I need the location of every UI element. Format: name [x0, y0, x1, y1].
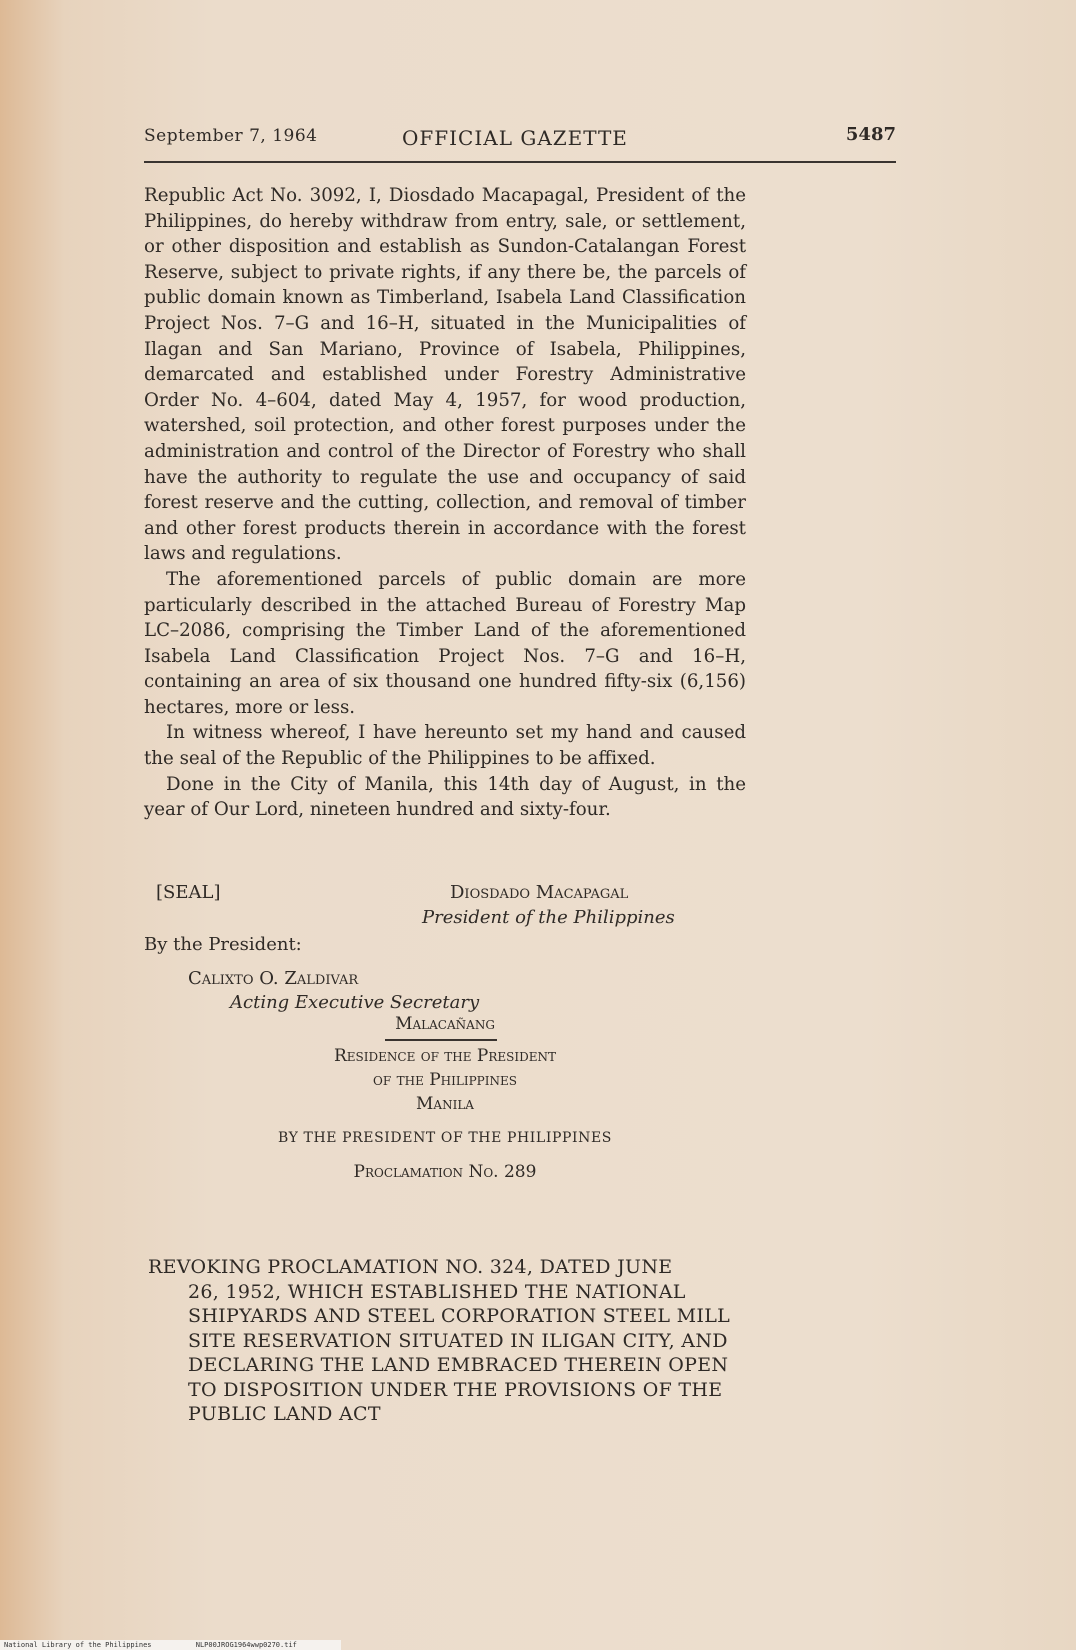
- page-header: [144, 126, 896, 160]
- president-title: President of the Philippines: [422, 907, 675, 928]
- secretary-title: Acting Executive Secretary: [230, 992, 480, 1013]
- header-title: OFFICIAL GAZETTE: [402, 126, 628, 150]
- header-rule: [144, 161, 896, 163]
- signature-block: [144, 882, 744, 932]
- header-page-number: 5487: [845, 124, 896, 145]
- scan-footer: [0, 1640, 341, 1650]
- body-text: [144, 183, 746, 823]
- footer-library: National Library of the Philippines: [4, 1641, 152, 1649]
- footer-file: NLP00JROG1964wwp0270.tif: [195, 1641, 297, 1649]
- paragraph: Done in the City of Manila, this 14th day of August, in the year of Our Lord, nineteen hundred and sixty-four.: [144, 773, 746, 821]
- proclamation-number: Proclamation No. 289: [353, 1162, 537, 1182]
- proclamation-title-rest: 26, 1952, WHICH ESTABLISHED THE NATIONAL SHIPYARDS AND STEEL CORPORATION STEEL MILL SITE RESERVATION SITUATED IN ILIGAN CITY, AND DECLARING THE LAND EMBRACED THEREIN OPEN TO DISPOSITION UNDER THE PROVISIONS OF THE PUBLIC LAND ACT: [188, 1280, 731, 1425]
- paragraph: The aforementioned parcels of public domain are more particularly described in the attached Bureau of Forestry Map LC–2086, comprising the Timber Land of the aforementioned Isabela Land Classification Project Nos. 7–G and 16–H, containing an area of six thousand one hundred fifty-six (6,156) hectares, more or less.: [144, 568, 746, 718]
- seal-label: [SEAL]: [156, 882, 221, 903]
- paragraph: In witness whereof, I have hereunto set my hand and caused the seal of the Republic of the Philippines to be affixed.: [144, 722, 746, 770]
- city-name: Manila: [416, 1094, 474, 1114]
- header-date: September 7, 1964: [144, 126, 318, 146]
- paragraph: Republic Act No. 3092, I, Diosdado Macapagal, President of the Philippines, do hereby withdraw from entry, sale, or settlement, or other disposition and establish as Sundon-Catalangan Forest Reserve, subject to private rights, if any there be, the parcels of public domain known as Timberland, Isabela Land Classification Project Nos. 7–G and 16–H, situated in the Municipalities of Ilagan and San Mariano, Province of Isabela, Philippines, demarcated and established under Forestry Administrative Order No. 4–604, dated May 4, 1957, for wood production, watershed, soil protection, and other forest purposes under the administration and control of the Director of Forestry who shall have the authority to regulate the use and occupancy of said forest reserve and the cutting, collection, and removal of timber and other forest products therein in accordance with the forest laws and regulations.: [144, 185, 746, 565]
- by-the-president: By the President:: [144, 934, 302, 955]
- proclamation-title: [148, 1255, 748, 1427]
- residence-line-2: of the Philippines: [373, 1070, 517, 1090]
- by-the-president-heading: BY THE PRESIDENT OF THE PHILIPPINES: [277, 1130, 612, 1146]
- president-name: Diosdado Macapagal: [450, 882, 629, 903]
- residence-line-1: Residence of the President: [333, 1046, 557, 1066]
- proclamation-title-first-line: REVOKING PROCLAMATION NO. 324, DATED JUNE: [148, 1256, 673, 1278]
- section-divider: [385, 1039, 497, 1041]
- palace-name: Malacañang: [395, 1014, 495, 1034]
- secretary-name: Calixto O. Zaldivar: [188, 968, 359, 989]
